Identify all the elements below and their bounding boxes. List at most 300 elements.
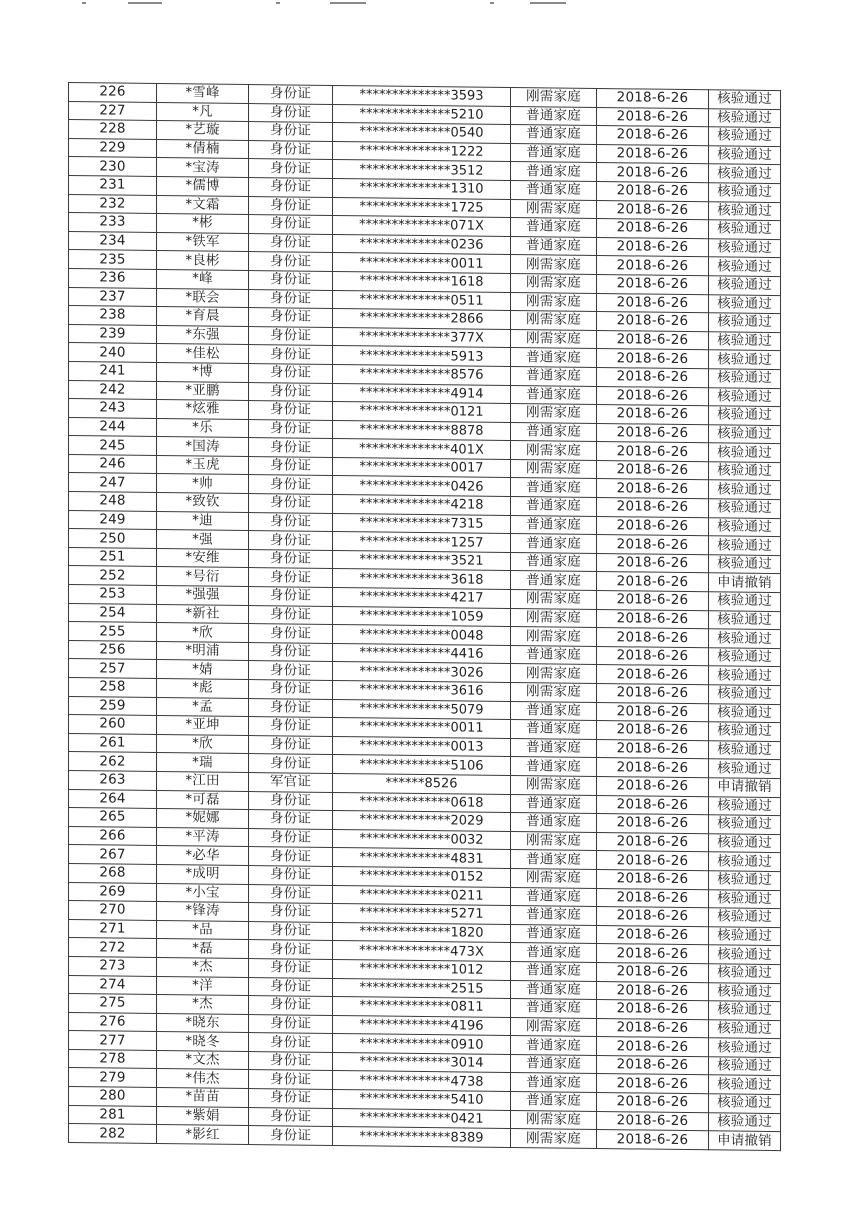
household-category-cell: 刚需家庭 [511, 311, 597, 331]
verification-status-cell: 核验通过 [709, 294, 781, 313]
id-number-cell: **************1725 [333, 197, 511, 218]
applicant-name-cell: *宝涛 [157, 158, 249, 178]
row-number-cell: 244 [69, 417, 157, 437]
verification-date-cell: 2018-6-26 [597, 553, 709, 573]
verification-status-cell: 核验通过 [709, 629, 781, 648]
applicant-name-cell: *可磊 [157, 790, 249, 810]
verification-date-cell: 2018-6-26 [597, 144, 709, 164]
id-type-cell: 身份证 [249, 122, 333, 142]
id-number-cell: **************0013 [333, 736, 511, 757]
applicant-name-cell: *孟 [157, 697, 249, 717]
verification-status-cell: 核验通过 [709, 815, 781, 834]
id-type-cell: 身份证 [249, 661, 333, 681]
verification-date-cell: 2018-6-26 [597, 200, 709, 220]
row-number-cell: 240 [69, 343, 157, 363]
household-category-cell: 普通家庭 [511, 385, 597, 405]
id-type-cell: 身份证 [249, 382, 333, 402]
verification-date-cell: 2018-6-26 [597, 349, 709, 369]
household-category-cell: 刚需家庭 [511, 199, 597, 219]
id-type-cell: 身份证 [249, 642, 333, 662]
applicant-name-cell: *迪 [157, 511, 249, 531]
verification-date-cell: 2018-6-26 [597, 1074, 709, 1094]
id-type-cell: 身份证 [249, 810, 333, 830]
verification-date-cell: 2018-6-26 [597, 386, 709, 406]
verification-status-cell: 核验通过 [709, 648, 781, 667]
id-number-cell: **************0511 [333, 290, 511, 311]
applicant-name-cell: *博 [157, 362, 249, 382]
id-number-cell: **************0910 [333, 1034, 511, 1055]
verification-date-cell: 2018-6-26 [597, 1093, 709, 1113]
id-number-cell: **************1059 [333, 606, 511, 627]
household-category-cell: 刚需家庭 [511, 273, 597, 293]
row-number-cell: 276 [69, 1012, 157, 1032]
verification-status-cell: 核验通过 [709, 982, 781, 1001]
household-category-cell: 普通家庭 [511, 218, 597, 238]
id-number-cell: **************1257 [333, 532, 511, 553]
verification-status-cell: 核验通过 [709, 1075, 781, 1094]
id-number-cell: **************377X [333, 327, 511, 348]
verification-status-cell: 核验通过 [709, 127, 781, 146]
id-number-cell: **************3593 [333, 86, 511, 107]
id-number-cell: **************5913 [333, 346, 511, 367]
verification-status-cell: 核验通过 [709, 424, 781, 443]
id-number-cell: **************5210 [333, 104, 511, 125]
verification-status-cell: 核验通过 [709, 146, 781, 165]
id-type-cell: 身份证 [249, 680, 333, 700]
applicant-name-cell: *良彬 [157, 251, 249, 271]
applicant-name-cell: *紫娟 [157, 1106, 249, 1126]
verification-date-cell: 2018-6-26 [597, 665, 709, 685]
verification-date-cell: 2018-6-26 [597, 851, 709, 871]
household-category-cell: 刚需家庭 [511, 255, 597, 275]
household-category-cell: 普通家庭 [511, 906, 597, 926]
verification-status-cell: 核验通过 [709, 387, 781, 406]
verification-date-cell: 2018-6-26 [597, 423, 709, 443]
id-number-cell: **************8576 [333, 364, 511, 385]
verification-date-cell: 2018-6-26 [597, 1111, 709, 1131]
id-type-cell: 身份证 [249, 531, 333, 551]
id-type-cell: 身份证 [249, 940, 333, 960]
verification-status-cell: 核验通过 [709, 852, 781, 871]
id-type-cell: 身份证 [249, 1033, 333, 1053]
id-type-cell: 身份证 [249, 735, 333, 755]
id-type-cell: 身份证 [249, 270, 333, 290]
verification-status-cell: 核验通过 [709, 331, 781, 350]
verification-status-cell: 核验通过 [709, 350, 781, 369]
verification-date-cell: 2018-6-26 [597, 683, 709, 703]
id-number-cell: **************0421 [333, 1108, 511, 1129]
household-category-cell: 刚需家庭 [511, 1129, 597, 1149]
id-type-cell: 身份证 [249, 1014, 333, 1034]
applicant-name-cell: *妮娜 [157, 809, 249, 829]
verification-status-cell: 核验通过 [709, 1112, 781, 1131]
household-category-cell: 普通家庭 [511, 980, 597, 1000]
verification-date-cell: 2018-6-26 [597, 591, 709, 611]
verification-date-cell: 2018-6-26 [597, 479, 709, 499]
id-type-cell: 身份证 [249, 438, 333, 458]
applicant-name-cell: *致钦 [157, 493, 249, 513]
verification-date-cell: 2018-6-26 [597, 1037, 709, 1057]
verification-status-cell: 核验通过 [709, 889, 781, 908]
applicant-name-cell: *育晨 [157, 307, 249, 327]
verification-date-cell: 2018-6-26 [597, 702, 709, 722]
household-category-cell: 普通家庭 [511, 422, 597, 442]
household-category-cell: 普通家庭 [511, 924, 597, 944]
verification-date-cell: 2018-6-26 [597, 256, 709, 276]
id-type-cell: 身份证 [249, 605, 333, 625]
verification-date-cell: 2018-6-26 [597, 1130, 709, 1150]
verification-status-cell: 申请撤销 [709, 778, 781, 797]
id-number-cell: **************3616 [333, 681, 511, 702]
verification-date-cell: 2018-6-26 [597, 869, 709, 889]
id-type-cell: 身份证 [249, 698, 333, 718]
id-type-cell: 身份证 [249, 233, 333, 253]
verification-date-cell: 2018-6-26 [597, 88, 709, 108]
row-number-cell: 226 [69, 83, 157, 103]
verification-status-cell: 核验通过 [709, 1038, 781, 1057]
applicant-name-cell: *杰 [157, 995, 249, 1015]
id-number-cell: **************3618 [333, 569, 511, 590]
id-number-cell: **************1618 [333, 271, 511, 292]
applicant-name-cell: *艺璇 [157, 121, 249, 141]
verification-status-cell: 申请撤销 [709, 573, 781, 592]
id-number-cell: **************473X [333, 941, 511, 962]
verification-date-cell: 2018-6-26 [597, 572, 709, 592]
verification-date-cell: 2018-6-26 [597, 776, 709, 796]
verification-status-cell: 核验通过 [709, 555, 781, 574]
applicant-name-cell: *影红 [157, 1125, 249, 1145]
applicant-name-cell: *成明 [157, 864, 249, 884]
applicant-name-cell: *乐 [157, 418, 249, 438]
id-number-cell: **************0211 [333, 885, 511, 906]
applicant-name-cell: *晓冬 [157, 1032, 249, 1052]
household-category-cell: 刚需家庭 [511, 441, 597, 461]
verification-status-cell: 核验通过 [709, 964, 781, 983]
verification-status-cell: 核验通过 [709, 796, 781, 815]
row-number-cell: 255 [69, 622, 157, 642]
row-number-cell: 248 [69, 492, 157, 512]
id-type-cell: 身份证 [249, 568, 333, 588]
verification-status-cell: 核验通过 [709, 722, 781, 741]
household-category-cell: 普通家庭 [511, 348, 597, 368]
verification-date-cell: 2018-6-26 [597, 330, 709, 350]
applicant-name-cell: *倩楠 [157, 139, 249, 159]
id-type-cell: 身份证 [249, 754, 333, 774]
applicant-name-cell: *文霜 [157, 195, 249, 215]
applicant-name-cell: *欣 [157, 623, 249, 643]
verification-date-cell: 2018-6-26 [597, 1000, 709, 1020]
verification-status-cell: 核验通过 [709, 313, 781, 332]
verification-date-cell: 2018-6-26 [597, 646, 709, 666]
verification-status-cell: 核验通过 [709, 257, 781, 276]
verification-date-cell: 2018-6-26 [597, 888, 709, 908]
applicant-name-cell: *苗苗 [157, 1088, 249, 1108]
verification-status-cell: 核验通过 [709, 462, 781, 481]
id-type-cell: 身份证 [249, 1089, 333, 1109]
applicant-name-cell: *炫雅 [157, 400, 249, 420]
id-type-cell: 身份证 [249, 884, 333, 904]
row-number-cell: 254 [69, 603, 157, 623]
row-number-cell: 270 [69, 901, 157, 921]
household-category-cell: 普通家庭 [511, 999, 597, 1019]
row-number-cell: 233 [69, 213, 157, 233]
id-number-cell: **************0540 [333, 123, 511, 144]
id-number-cell: **************5106 [333, 755, 511, 776]
row-number-cell: 241 [69, 361, 157, 381]
verification-date-cell: 2018-6-26 [597, 274, 709, 294]
household-category-cell: 普通家庭 [511, 738, 597, 758]
verification-status-cell: 核验通过 [709, 871, 781, 890]
id-type-cell: 身份证 [249, 345, 333, 365]
verification-date-cell: 2018-6-26 [597, 609, 709, 629]
row-number-cell: 271 [69, 919, 157, 939]
row-number-cell: 230 [69, 157, 157, 177]
id-type-cell: 身份证 [249, 958, 333, 978]
applicant-name-cell: *亚鹏 [157, 381, 249, 401]
household-category-cell: 刚需家庭 [511, 1017, 597, 1037]
id-type-cell: 身份证 [249, 1051, 333, 1071]
verification-status-cell: 核验通过 [709, 666, 781, 685]
id-number-cell: **************4217 [333, 588, 511, 609]
id-number-cell: **************0121 [333, 402, 511, 423]
row-number-cell: 279 [69, 1068, 157, 1088]
id-number-cell: **************0236 [333, 234, 511, 255]
id-type-cell: 身份证 [249, 996, 333, 1016]
verification-date-cell: 2018-6-26 [597, 721, 709, 741]
household-category-cell: 普通家庭 [511, 1036, 597, 1056]
household-category-cell: 刚需家庭 [511, 831, 597, 851]
verification-status-cell: 核验通过 [709, 443, 781, 462]
id-type-cell: 身份证 [249, 1070, 333, 1090]
applicant-name-cell: *新社 [157, 604, 249, 624]
id-type-cell: 身份证 [249, 587, 333, 607]
id-number-cell: **************4831 [333, 848, 511, 869]
applicant-name-cell: *欣 [157, 734, 249, 754]
applicant-name-cell: *峰 [157, 269, 249, 289]
id-type-cell: 身份证 [249, 512, 333, 532]
row-number-cell: 274 [69, 975, 157, 995]
id-type-cell: 身份证 [249, 549, 333, 569]
household-category-cell: 刚需家庭 [511, 664, 597, 684]
id-number-cell: **************0017 [333, 457, 511, 478]
row-number-cell: 257 [69, 659, 157, 679]
household-category-cell: 普通家庭 [511, 162, 597, 182]
row-number-cell: 231 [69, 175, 157, 195]
applicant-name-cell: *强 [157, 530, 249, 550]
household-category-cell: 普通家庭 [511, 552, 597, 572]
verification-status-cell: 核验通过 [709, 945, 781, 964]
applicant-name-cell: *品 [157, 920, 249, 940]
verification-status-cell: 核验通过 [709, 926, 781, 945]
household-category-cell: 普通家庭 [511, 701, 597, 721]
id-number-cell: **************1310 [333, 178, 511, 199]
row-number-cell: 262 [69, 752, 157, 772]
verification-date-cell: 2018-6-26 [597, 219, 709, 239]
id-number-cell: **************0048 [333, 625, 511, 646]
applicant-name-cell: *必华 [157, 846, 249, 866]
row-number-cell: 250 [69, 529, 157, 549]
household-category-cell: 普通家庭 [511, 943, 597, 963]
household-category-cell: 刚需家庭 [511, 775, 597, 795]
verification-date-cell: 2018-6-26 [597, 293, 709, 313]
id-number-cell: **************0032 [333, 829, 511, 850]
row-number-cell: 247 [69, 473, 157, 493]
verification-status-cell: 核验通过 [709, 90, 781, 109]
id-number-cell: **************1012 [333, 959, 511, 980]
id-type-cell: 身份证 [249, 289, 333, 309]
household-category-cell: 普通家庭 [511, 645, 597, 665]
id-type-cell: 军官证 [249, 773, 333, 793]
verification-date-cell: 2018-6-26 [597, 1055, 709, 1075]
applicant-name-cell: *江田 [157, 771, 249, 791]
household-category-cell: 刚需家庭 [511, 88, 597, 108]
row-number-cell: 239 [69, 324, 157, 344]
verification-date-cell: 2018-6-26 [597, 962, 709, 982]
verification-status-cell: 核验通过 [709, 1001, 781, 1020]
verification-date-cell: 2018-6-26 [597, 535, 709, 555]
verification-date-cell: 2018-6-26 [597, 107, 709, 127]
applicant-name-cell: *强强 [157, 586, 249, 606]
verification-date-cell: 2018-6-26 [597, 442, 709, 462]
verification-status-cell: 核验通过 [709, 834, 781, 853]
household-category-cell: 普通家庭 [511, 813, 597, 833]
verification-date-cell: 2018-6-26 [597, 237, 709, 257]
id-type-cell: 身份证 [249, 865, 333, 885]
id-number-cell: **************2515 [333, 978, 511, 999]
row-number-cell: 253 [69, 585, 157, 605]
row-number-cell: 242 [69, 380, 157, 400]
id-type-cell: 身份证 [249, 791, 333, 811]
row-number-cell: 275 [69, 994, 157, 1014]
applicant-name-cell: *号衍 [157, 567, 249, 587]
id-type-cell: 身份证 [249, 847, 333, 867]
verification-status-cell: 核验通过 [709, 703, 781, 722]
id-number-cell: **************2866 [333, 309, 511, 330]
row-number-cell: 234 [69, 231, 157, 251]
applicant-name-cell: *彬 [157, 214, 249, 234]
verification-status-cell: 核验通过 [709, 685, 781, 704]
id-type-cell: 身份证 [249, 85, 333, 105]
household-category-cell: 刚需家庭 [511, 608, 597, 628]
verification-status-cell: 核验通过 [709, 908, 781, 927]
id-number-cell: **************0811 [333, 997, 511, 1018]
household-category-cell: 普通家庭 [511, 534, 597, 554]
row-number-cell: 261 [69, 733, 157, 753]
household-category-cell: 普通家庭 [511, 757, 597, 777]
household-category-cell: 普通家庭 [511, 143, 597, 163]
household-category-cell: 普通家庭 [511, 515, 597, 535]
id-number-cell: **************1820 [333, 922, 511, 943]
row-number-cell: 245 [69, 436, 157, 456]
verification-date-cell: 2018-6-26 [597, 944, 709, 964]
id-number-cell: **************4738 [333, 1071, 511, 1092]
household-category-cell: 普通家庭 [511, 125, 597, 145]
household-category-cell: 普通家庭 [511, 571, 597, 591]
id-type-cell: 身份证 [249, 717, 333, 737]
applicant-name-cell: *玉虎 [157, 455, 249, 475]
id-number-cell: **************0152 [333, 866, 511, 887]
household-category-cell: 刚需家庭 [511, 627, 597, 647]
id-number-cell: **************0011 [333, 718, 511, 739]
id-number-cell: **************0011 [333, 253, 511, 274]
id-number-cell: **************3014 [333, 1052, 511, 1073]
id-number-cell: **************0426 [333, 476, 511, 497]
verification-status-cell: 核验通过 [709, 499, 781, 518]
row-number-cell: 265 [69, 808, 157, 828]
household-category-cell: 刚需家庭 [511, 459, 597, 479]
household-category-cell: 刚需家庭 [511, 292, 597, 312]
id-type-cell: 身份证 [249, 215, 333, 235]
applicant-name-cell: *安维 [157, 548, 249, 568]
applicant-name-cell: *洋 [157, 976, 249, 996]
row-number-cell: 237 [69, 287, 157, 307]
id-type-cell: 身份证 [249, 401, 333, 421]
verification-date-cell: 2018-6-26 [597, 163, 709, 183]
household-category-cell: 刚需家庭 [511, 1110, 597, 1130]
verification-status-cell: 核验通过 [709, 164, 781, 183]
row-number-cell: 278 [69, 1049, 157, 1069]
row-number-cell: 280 [69, 1087, 157, 1107]
id-number-cell: **************4914 [333, 383, 511, 404]
id-number-cell: **************071X [333, 216, 511, 237]
id-number-cell: **************5410 [333, 1090, 511, 1111]
id-type-cell: 身份证 [249, 308, 333, 328]
row-number-cell: 252 [69, 566, 157, 586]
verification-status-cell: 核验通过 [709, 1019, 781, 1038]
verification-status-cell: 核验通过 [709, 406, 781, 425]
household-category-cell: 普通家庭 [511, 887, 597, 907]
records-table-body [69, 83, 781, 1151]
verification-status-cell: 申请撤销 [709, 1131, 781, 1150]
row-number-cell: 246 [69, 454, 157, 474]
applicant-name-cell: *彪 [157, 679, 249, 699]
row-number-cell: 228 [69, 120, 157, 140]
id-number-cell: **************4218 [333, 495, 511, 516]
verification-status-cell: 核验通过 [709, 183, 781, 202]
verification-date-cell: 2018-6-26 [597, 795, 709, 815]
id-number-cell: **************8389 [333, 1127, 511, 1148]
verification-date-cell: 2018-6-26 [597, 925, 709, 945]
applicant-name-cell: *东强 [157, 325, 249, 345]
household-category-cell: 刚需家庭 [511, 404, 597, 424]
verification-status-cell: 核验通过 [709, 220, 781, 239]
row-number-cell: 243 [69, 399, 157, 419]
verification-status-cell: 核验通过 [709, 610, 781, 629]
applicant-name-cell: *雪峰 [157, 84, 249, 104]
records-table [68, 82, 781, 1151]
household-category-cell: 普通家庭 [511, 180, 597, 200]
applicant-name-cell: *明浦 [157, 641, 249, 661]
household-category-cell: 普通家庭 [511, 1073, 597, 1093]
row-number-cell: 273 [69, 956, 157, 976]
applicant-name-cell: *帅 [157, 474, 249, 494]
id-number-cell: **************3521 [333, 550, 511, 571]
id-number-cell: **************4416 [333, 643, 511, 664]
id-type-cell: 身份证 [249, 624, 333, 644]
row-number-cell: 281 [69, 1105, 157, 1125]
applicant-name-cell: *儒博 [157, 176, 249, 196]
row-number-cell: 266 [69, 826, 157, 846]
applicant-name-cell: *佳松 [157, 344, 249, 364]
row-number-cell: 263 [69, 770, 157, 790]
row-number-cell: 268 [69, 863, 157, 883]
verification-status-cell: 核验通过 [709, 108, 781, 127]
id-number-cell: **************5271 [333, 904, 511, 925]
verification-date-cell: 2018-6-26 [597, 460, 709, 480]
household-category-cell: 普通家庭 [511, 366, 597, 386]
household-category-cell: 普通家庭 [511, 106, 597, 126]
id-type-cell: 身份证 [249, 252, 333, 272]
